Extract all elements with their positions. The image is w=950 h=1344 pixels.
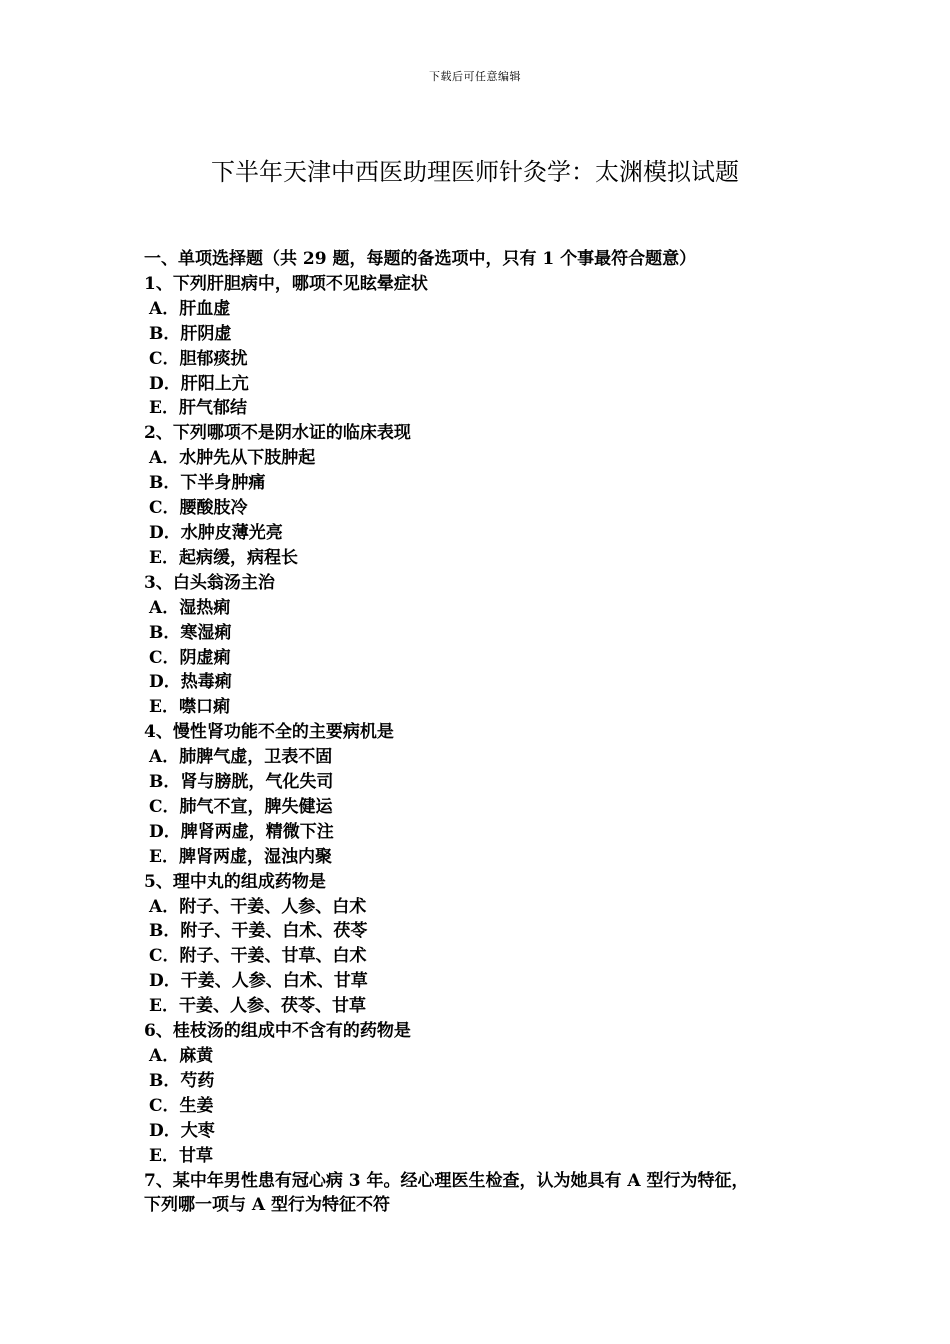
option-a: A．肺脾气虚，卫表不固: [149, 747, 333, 768]
option-a: A．肝血虚: [149, 298, 231, 319]
option-a: A．附子、干姜、人参、白术: [149, 896, 367, 917]
option-c: C．生姜: [149, 1095, 214, 1116]
question-stem-line-1: 7、某中年男性患有冠心病 3 年。经心理医生检查，认为她具有 A 型行为特征，: [144, 1170, 749, 1191]
option-b: B．肾与膀胱，气化失司: [149, 772, 334, 793]
option-e: E．甘草: [149, 1145, 213, 1166]
question-stem: 6、桂枝汤的组成中不含有的药物是: [144, 1021, 411, 1042]
question-stem: 4、慢性肾功能不全的主要病机是: [144, 722, 394, 743]
option-d: D．大枣: [149, 1120, 215, 1141]
question-stem-line-2: 下列哪一项与 A 型行为特征不符: [144, 1195, 391, 1216]
option-b: B．下半身肿痛: [149, 473, 266, 494]
option-e: E．肝气郁结: [149, 398, 247, 419]
option-a: A．麻黄: [149, 1046, 214, 1066]
option-e: E．脾肾两虚，湿浊内聚: [149, 846, 332, 867]
option-b: B．芍药: [149, 1070, 215, 1091]
question-2: [144, 421, 814, 570]
question-stem: 2、下列哪项不是阴水证的临床表现: [144, 423, 411, 444]
option-c: C．腰酸肢冷: [149, 498, 248, 519]
option-b: B．肝阴虚: [149, 323, 232, 344]
option-c: C．阴虚痢: [149, 647, 231, 668]
option-e: E．起病缓，病程长: [149, 547, 298, 568]
option-d: D．脾肾两虚，精微下注: [149, 821, 334, 842]
question-list: [144, 247, 814, 1218]
option-d: D．肝阳上亢: [149, 373, 249, 394]
option-d: D．热毒痢: [149, 672, 232, 693]
option-c: C．附子、干姜、甘草、白术: [149, 946, 367, 967]
section-heading: 一、单项选择题（共 29 题，每题的备选项中，只有 1 个事最符合题意）: [144, 249, 697, 269]
question-stem: 5、理中丸的组成药物是: [144, 871, 326, 892]
question-4: [144, 720, 814, 869]
option-e: E．噤口痢: [149, 697, 230, 718]
question-stem: 3、白头翁汤主治: [144, 572, 275, 593]
option-e: E．干姜、人参、茯苓、甘草: [149, 996, 366, 1017]
option-b: B．寒湿痢: [149, 622, 232, 643]
question-1: [144, 272, 814, 421]
option-a: A．湿热痢: [149, 597, 231, 618]
option-c: C．胆郁痰扰: [149, 348, 248, 369]
question-stem: 1、下列肝胆病中，哪项不见眩晕症状: [144, 273, 428, 294]
option-d: D．干姜、人参、白术、甘草: [149, 971, 368, 992]
question-6: [144, 1019, 814, 1168]
option-d: D．水肿皮薄光亮: [149, 522, 283, 543]
option-b: B．附子、干姜、白术、茯苓: [149, 921, 368, 942]
question-5: [144, 870, 814, 1019]
document-title: 下半年天津中西医助理医师针灸学：太渊模拟试题: [211, 158, 739, 186]
option-c: C．肺气不宣，脾失健运: [149, 796, 333, 817]
question-3: [144, 571, 814, 720]
page-header: 下载后可任意编辑: [429, 70, 521, 83]
option-a: A．水肿先从下肢肿起: [149, 448, 316, 469]
question-7: [144, 1169, 814, 1219]
